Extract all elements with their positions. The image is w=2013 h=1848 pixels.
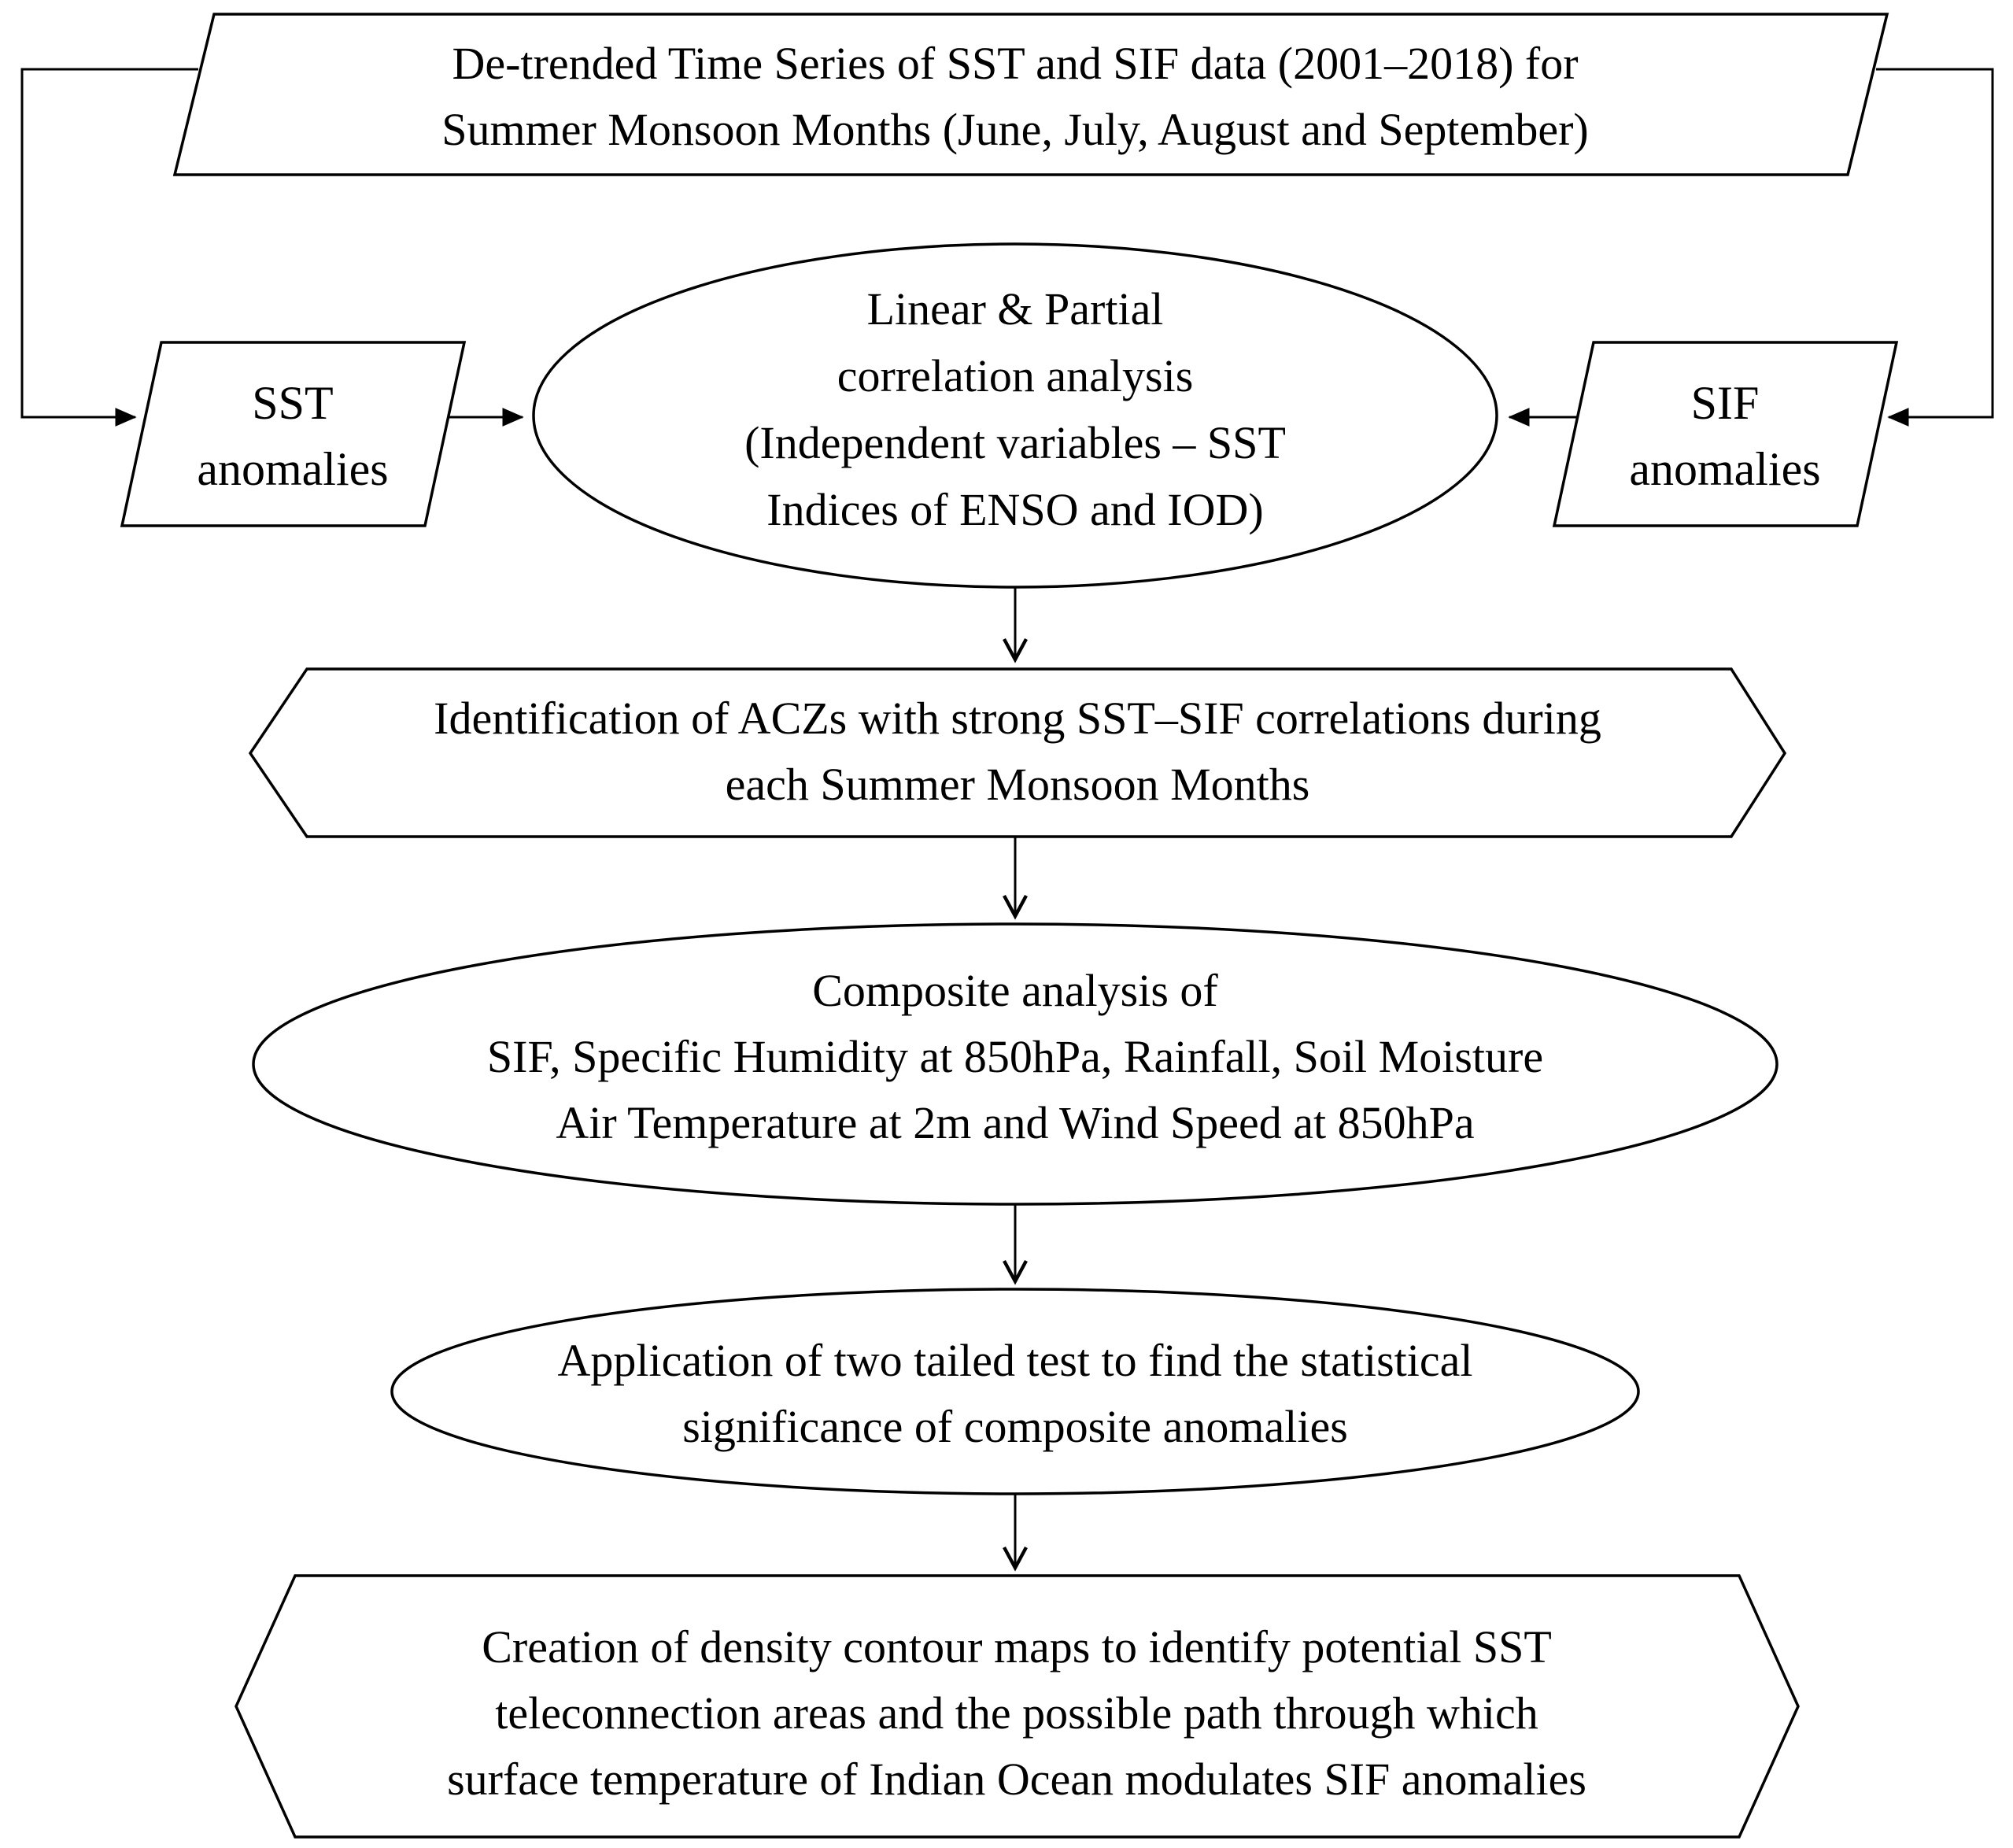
sst-anomalies-parallelogram <box>122 342 464 526</box>
correlation-analysis-line-1: Linear & Partial <box>866 283 1164 334</box>
composite-analysis-line-1: Composite analysis of <box>812 965 1218 1016</box>
density-maps-line-1: Creation of density contour maps to identify potential SST <box>482 1621 1552 1672</box>
acz-identification-line-1: Identification of ACZs with strong SST–SIF correlations during <box>434 693 1601 744</box>
composite-analysis-line-2: SIF, Specific Humidity at 850hPa, Rainfall, Soil Moisture <box>486 1031 1544 1082</box>
node-sst-anomalies <box>122 342 464 526</box>
sif-anomalies-line-1: SIF <box>1690 377 1760 429</box>
sif-anomalies-parallelogram <box>1554 342 1897 526</box>
sst-anomalies-line-2: anomalies <box>197 443 389 495</box>
node-composite-analysis <box>253 924 1777 1204</box>
correlation-analysis-line-3: (Independent variables – SST <box>744 417 1286 468</box>
sst-anomalies-line-1: SST <box>252 377 334 429</box>
node-significance-test <box>392 1289 1638 1494</box>
source-data-line-1: De-trended Time Series of SST and SIF data (2001–2018) for <box>452 38 1579 89</box>
density-maps-line-2: teleconnection areas and the possible path through which <box>495 1687 1538 1739</box>
correlation-analysis-line-4: Indices of ENSO and IOD) <box>766 484 1264 535</box>
composite-analysis-line-3: Air Temperature at 2m and Wind Speed at 850hPa <box>556 1097 1475 1148</box>
sif-anomalies-line-2: anomalies <box>1629 443 1821 495</box>
significance-test-ellipse <box>392 1289 1638 1494</box>
significance-test-line-1: Application of two tailed test to find the statistical <box>557 1335 1473 1386</box>
source-data-line-2: Summer Monsoon Months (June, July, August and September) <box>441 104 1589 155</box>
node-density-maps <box>236 1576 1798 1837</box>
node-source-data <box>175 14 1887 175</box>
significance-test-line-2: significance of composite anomalies <box>682 1401 1348 1452</box>
acz-identification-line-2: each Summer Monsoon Months <box>725 759 1310 810</box>
edge-source-to-sif <box>1876 69 1993 417</box>
node-acz-identification <box>250 669 1785 837</box>
node-sif-anomalies <box>1554 342 1897 526</box>
node-correlation-analysis <box>534 244 1497 587</box>
density-maps-line-3: surface temperature of Indian Ocean modulates SIF anomalies <box>447 1754 1586 1805</box>
correlation-analysis-line-2: correlation analysis <box>837 350 1194 401</box>
